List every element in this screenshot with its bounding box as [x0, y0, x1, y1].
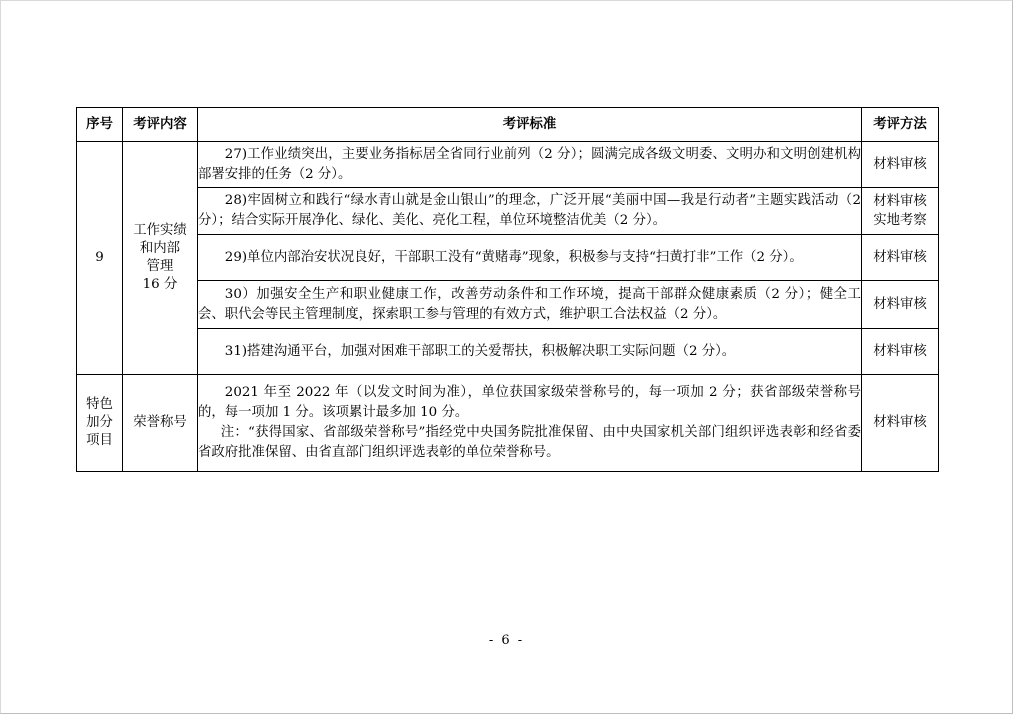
bonus-number-line: 加分	[86, 415, 113, 430]
method-text: 材料审核	[873, 344, 927, 359]
method-cell	[862, 188, 939, 235]
content-line: 和内部	[139, 241, 181, 256]
bonus-number-line: 特色	[86, 397, 113, 412]
method-text: 材料审核	[873, 157, 927, 172]
table-row	[77, 375, 939, 472]
bonus-method: 材料审核	[862, 375, 939, 472]
method-text: 材料审核	[873, 297, 927, 312]
table-row	[77, 235, 939, 281]
method-cell	[862, 142, 939, 188]
standard-cell	[198, 235, 862, 281]
bonus-note-text: 注：“获得国家、省部级荣誉称号”指经党中央国务院批准保留、由中央国家机关部门组织评选表彰和经省委省政府批准保留、由省直部门组织评选表彰的单位荣誉称号。	[198, 425, 861, 460]
item-content-9	[123, 142, 198, 375]
standard-text: 27)工作业绩突出，主要业务指标居全省同行业前列（2 分）；圆满完成各级文明委、文明办和文明创建机构部署安排的任务（2 分）。	[198, 146, 861, 182]
bonus-number-line: 项目	[86, 433, 113, 448]
method-cell	[862, 235, 939, 281]
method-text: 实地考察	[873, 213, 927, 228]
standard-cell	[198, 281, 862, 329]
content-line: 工作实绩	[133, 223, 187, 238]
method-cell	[862, 281, 939, 329]
bonus-number	[77, 375, 123, 472]
table-row	[77, 142, 939, 188]
table-row	[77, 281, 939, 329]
method-text: 材料审核	[873, 250, 927, 265]
content-line: 管理	[146, 259, 174, 274]
method-cell	[862, 329, 939, 375]
method-text: 材料审核	[873, 194, 927, 209]
standard-text: 29)单位内部治安状况良好，干部职工没有“黄赌毒”现象，积极参与支持“扫黄打非”工作（2 分）。	[224, 249, 803, 265]
standard-text: 28)牢固树立和践行“绿水青山就是金山银山”的理念，广泛开展“美丽中国—我是行动者”主题实践活动（2 分）；结合实际开展净化、绿化、美化、亮化工程，单位环境整洁优美（2 分）。	[198, 193, 861, 228]
header-number: 序号	[77, 108, 123, 142]
table-row	[77, 329, 939, 375]
bonus-standard-cell	[198, 375, 862, 472]
header-method: 考评方法	[862, 108, 939, 142]
table-header-row	[77, 108, 939, 142]
page-number: - 6 -	[488, 633, 525, 648]
evaluation-table	[76, 107, 939, 472]
bonus-standard-text: 2021 年至 2022 年（以发文时间为准），单位获国家级荣誉称号的，每一项加 2 分；获省部级荣誉称号的，每一项加 1 分。该项累计最多加 10 分。	[198, 385, 861, 420]
standard-text: 30）加强安全生产和职业健康工作，改善劳动条件和工作环境，提高干部群众健康素质（2 分）；健全工会、职代会等民主管理制度，探索职工参与管理的有效方式，维护职工合法权益（2 分）。	[198, 286, 861, 322]
standard-cell	[198, 188, 862, 235]
content-line: 16 分	[142, 277, 178, 292]
standard-cell	[198, 329, 862, 375]
header-content: 考评内容	[123, 108, 198, 142]
standard-text: 31)搭建沟通平台，加强对困难干部职工的关爱帮扶，积极解决职工实际问题（2 分）。	[224, 343, 736, 359]
standard-cell	[198, 142, 862, 188]
bonus-content: 荣誉称号	[123, 375, 198, 472]
header-standard: 考评标准	[198, 108, 862, 142]
item-number-9: 9	[77, 142, 123, 375]
table-row	[77, 188, 939, 235]
